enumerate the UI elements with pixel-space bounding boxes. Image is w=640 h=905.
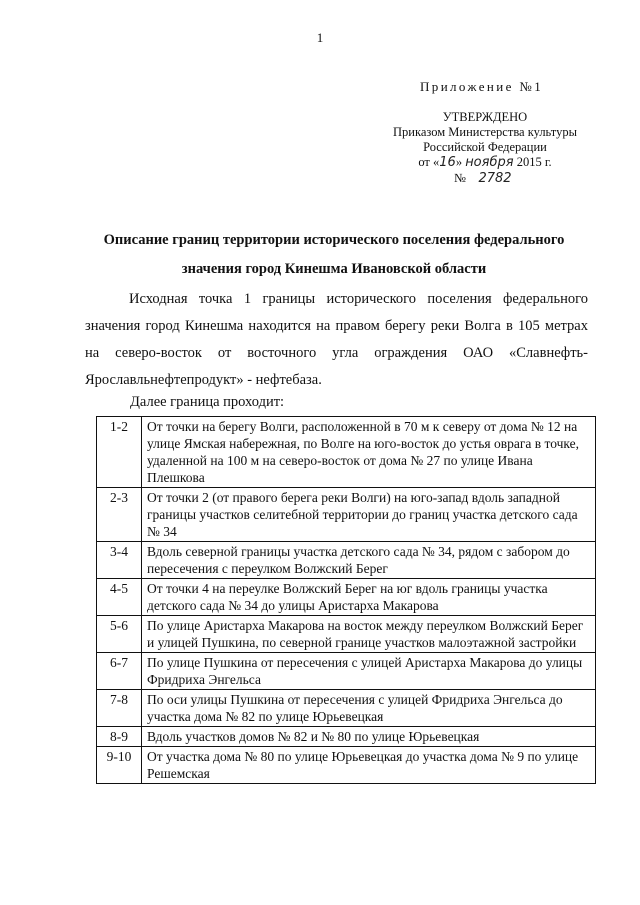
number-label: № [454,171,466,185]
title-line-2: значения город Кинешма Ивановской области [181,261,487,277]
segment-points: 3-4 [97,542,142,579]
order-line-2: Российской Федерации [423,140,547,154]
title-line-1: Описание границ территории исторического поселения федерального [103,232,565,248]
segment-description: От участка дома № 80 по улице Юрьевецкая до участка дома № 9 по улице Решемская [142,747,596,784]
table-row [97,747,596,784]
table-row [97,690,596,727]
segment-description: По улице Пушкина от пересечения с улицей Аристарха Макарова до улицы Фридриха Энгельса [142,653,596,690]
handwritten-month: ноября [465,155,514,170]
segment-points: 2-3 [97,488,142,542]
segment-description: От точки 4 на переулке Волжский Берег на юг вдоль границы участка детского сада № 34 до улицы Аристарха Макарова [142,579,596,616]
approved-label: УТВЕРЖДЕНО [442,110,528,124]
boundary-intro: Далее граница проходит: [130,394,285,410]
boundary-segments-table [96,416,596,784]
order-date [380,155,590,170]
intro-paragraph: Исходная точка 1 границы исторического поселения федерального значения город Кинешма находится на правом берегу реки Волга в 105 метрах на северо-восток от восточного угла ограждения ОАО «Славнефть-Ярославльнефтепродукт» - нефтебаза. [85,291,588,388]
segment-description: По улице Аристарха Макарова на восток между переулком Волжский Берег и улицей Пушкина, по северной границе участков малоэтажной застройки [142,616,596,653]
segment-points: 6-7 [97,653,142,690]
segment-description: Вдоль северной границы участка детского сада № 34, рядом с забором до пересечения с переулком Волжский Берег [142,542,596,579]
table-row [97,417,596,488]
table-row [97,616,596,653]
table-row [97,488,596,542]
segment-points: 8-9 [97,727,142,747]
table-row [97,542,596,579]
segment-description: По оси улицы Пушкина от пересечения с улицей Фридриха Энгельса до участка дома № 82 по улице Юрьевецкая [142,690,596,727]
segment-description: От точки на берегу Волги, расположенной в 70 м к северу от дома № 12 на улице Ямская набережная, по Волге на юго-восток до устья оврага в точке, удаленной на 100 м на северо-восток от дома № 27 по улице Ивана Плешкова [142,417,596,488]
table-row [97,653,596,690]
segment-description: Вдоль участков домов № 82 и № 80 по улице Юрьевецкая [142,727,596,747]
handwritten-day: 16 [439,155,456,170]
document-title [60,226,608,284]
order-number [380,171,590,186]
segment-points: 4-5 [97,579,142,616]
segment-points: 7-8 [97,690,142,727]
date-year: 2015 г. [513,155,552,169]
date-prefix: от « [418,155,440,169]
date-mid: » [455,155,466,169]
segment-points: 1-2 [97,417,142,488]
segment-points: 9-10 [97,747,142,784]
table-row [97,727,596,747]
table-row [97,579,596,616]
page-number: 1 [316,30,324,45]
segment-description: От точки 2 (от правого берега реки Волги) на юго-запад вдоль западной границы участков селитебной территории до границ участка детского сада № 34 [142,488,596,542]
order-line-1: Приказом Министерства культуры [393,125,577,139]
handwritten-number: 2782 [478,171,512,186]
appendix-label: Приложение №1 [420,79,544,94]
approval-block [380,110,590,186]
segment-points: 5-6 [97,616,142,653]
